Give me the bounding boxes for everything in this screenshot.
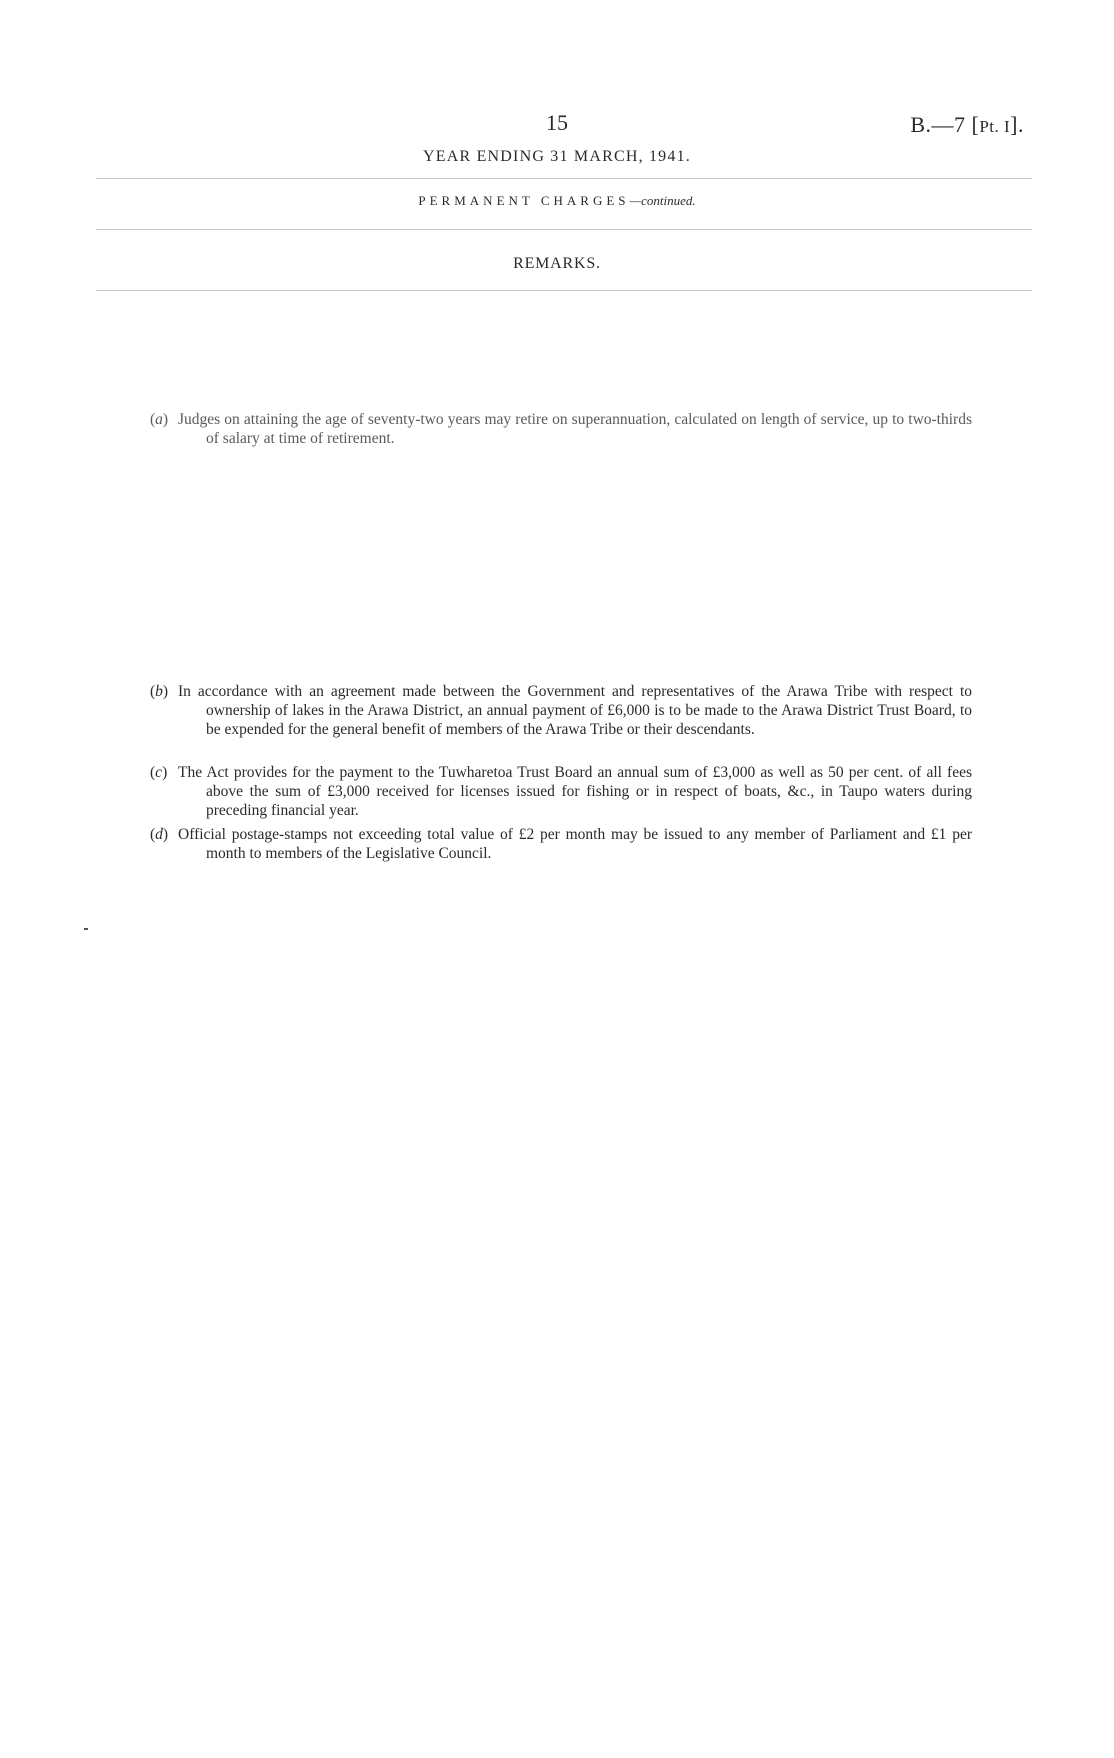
remark-text: In accordance with an agreement made between the Government and representatives of the Arawa Tribe with respect to ownership of lakes in the Arawa District, an annual payment of £6,000 is to be made to the Arawa District Trust Board, to be expended for the general benefit of members of the Arawa Tribe or their descendants. bbox=[178, 683, 972, 738]
remark-item bbox=[150, 763, 972, 820]
remark-text: Judges on attaining the age of seventy-two years may retire on superannuation, calculated on length of service, up to two-thirds of salary at time of retirement. bbox=[178, 411, 972, 447]
year-heading: YEAR ENDING 31 MARCH, 1941. bbox=[423, 148, 691, 165]
remark-marker: (d) bbox=[150, 826, 169, 843]
doc-ref-end: ]. bbox=[1010, 112, 1024, 137]
rule-top bbox=[96, 178, 1032, 179]
remark-text: Official postage-stamps not exceeding total value of £2 per month may be issued to any member of Parliament and £1 per month to members of the Legislative Council. bbox=[178, 826, 972, 862]
rule-middle bbox=[96, 229, 1032, 230]
remark-item bbox=[150, 682, 972, 739]
rule-bottom bbox=[96, 290, 1032, 291]
remark-item bbox=[150, 410, 972, 448]
remark-marker: (b) bbox=[150, 683, 169, 700]
document-reference bbox=[910, 112, 1024, 138]
remark-marker: (a) bbox=[150, 411, 169, 428]
remark-item bbox=[150, 825, 972, 863]
remarks-heading: REMARKS. bbox=[513, 255, 601, 272]
doc-ref-part: Pt. I bbox=[979, 117, 1011, 136]
doc-ref-main: B.—7 [ bbox=[910, 112, 980, 137]
section-continued: —continued. bbox=[629, 193, 696, 208]
page-number: 15 bbox=[546, 110, 568, 135]
remark-marker: (c) bbox=[150, 764, 168, 781]
section-heading bbox=[0, 193, 1114, 209]
remark-text: The Act provides for the payment to the Tuwharetoa Trust Board an annual sum of £3,000 as well as 50 per cent. of all fees above the sum of £3,000 received for licenses issued for fishing or in respect of boats, &c., in Taupo waters during preceding financial year. bbox=[178, 764, 972, 819]
section-title: PERMANENT CHARGES bbox=[418, 193, 630, 208]
margin-mark bbox=[84, 928, 88, 930]
